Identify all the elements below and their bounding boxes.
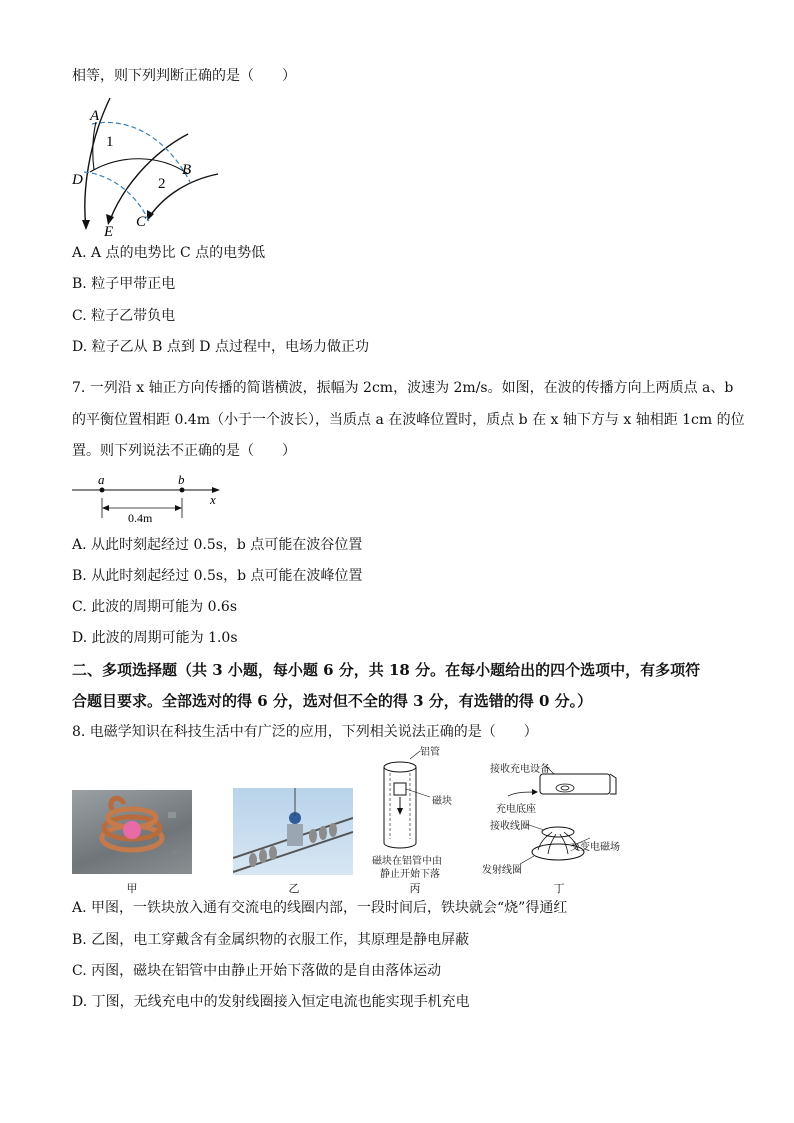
caption-bing: 丙 [409,882,421,895]
coil-photo [72,790,192,874]
q7-option-b: B. 从此时刻起经过 0.5s，b 点可能在波峰位置 [72,568,363,584]
transmit-coil-label: 发射线圈 [482,865,522,876]
q8-option-a: A. 甲图，一铁块放入通有交流电的线圈内部，一段时间后，铁块就会“烧”得通红 [72,900,568,916]
q6-field-figure [70,94,230,239]
q7-line-3: 置。则下列说法不正确的是（ ） [72,443,296,459]
q7-option-a: A. 从此时刻起经过 0.5s，b 点可能在波谷位置 [72,537,363,553]
q7-line-2: 的平衡位置相距 0.4m（小于一个波长），当质点 a 在波峰位置时，质点 b 在 x 轴下方与 x 轴相距 1cm 的位 [72,412,745,428]
charger-device-label: 接收充电设备 [490,764,550,775]
q7-label-dist: 0.4m [128,511,153,525]
magnet-label: 磁块 [432,796,452,807]
q7-label-x: x [210,492,216,507]
q6-label-1: 1 [106,134,114,150]
q6-label-C: C [136,214,147,230]
tube-note-line1: 磁块在铝管中由 [372,856,442,867]
q7-label-a: a [98,472,105,487]
q6-label-E: E [104,224,114,239]
section2-heading-line2: 合题目要求。全部选对的得 6 分，选对但不全的得 3 分，有选错的得 0 分。） [72,692,593,710]
q6-option-c: C. 粒子乙带负电 [72,308,176,324]
caption-ding: 丁 [553,882,565,895]
q8-option-b: B. 乙图，电工穿戴含有金属织物的衣服工作，其原理是静电屏蔽 [72,932,470,948]
q6-label-A: A [90,108,100,124]
q6-label-2: 2 [158,176,166,192]
field-label: 交变电磁场 [570,842,620,853]
electrician-photo [233,788,353,875]
q6-option-a: A. A 点的电势比 C 点的电势低 [72,245,266,261]
q7-label-b: b [178,472,185,487]
q8-option-d: D. 丁图，无线充电中的发射线圈接入恒定电流也能实现手机充电 [72,994,470,1010]
q7-option-d: D. 此波的周期可能为 1.0s [72,630,238,646]
tube-note-line2: 静止开始下落 [380,869,440,880]
q6-label-D: D [72,172,83,188]
receive-coil-label: 接收线圈 [490,821,530,832]
tube-label: 铝管 [420,747,440,758]
caption-yi: 乙 [288,882,300,895]
section2-heading-line1: 二、多项选择题（共 3 小题，每小题 6 分，共 18 分。在每小题给出的四个选项中，有多项符 [72,661,701,679]
q6-option-d: D. 粒子乙从 B 点到 D 点过程中，电场力做正功 [72,339,369,355]
charger-base-label: 充电底座 [496,804,536,815]
q7-axis-figure [70,472,230,528]
q7-line-1: 7. 一列沿 x 轴正方向传播的简谐横波，振幅为 2cm，波速为 2m/s。如图，在波的传播方向上两质点 a、b [72,380,734,396]
q6-stem-end: 相等，则下列判断正确的是（ ） [72,68,296,84]
caption-jia: 甲 [126,882,138,895]
q7-option-c: C. 此波的周期可能为 0.6s [72,599,238,615]
q8-option-c: C. 丙图，磁块在铝管中由静止开始下落做的是自由落体运动 [72,963,442,979]
q6-label-B: B [182,162,192,178]
q6-option-b: B. 粒子甲带正电 [72,276,176,292]
q8-stem: 8. 电磁学知识在科技生活中有广泛的应用，下列相关说法正确的是（ ） [72,724,538,740]
